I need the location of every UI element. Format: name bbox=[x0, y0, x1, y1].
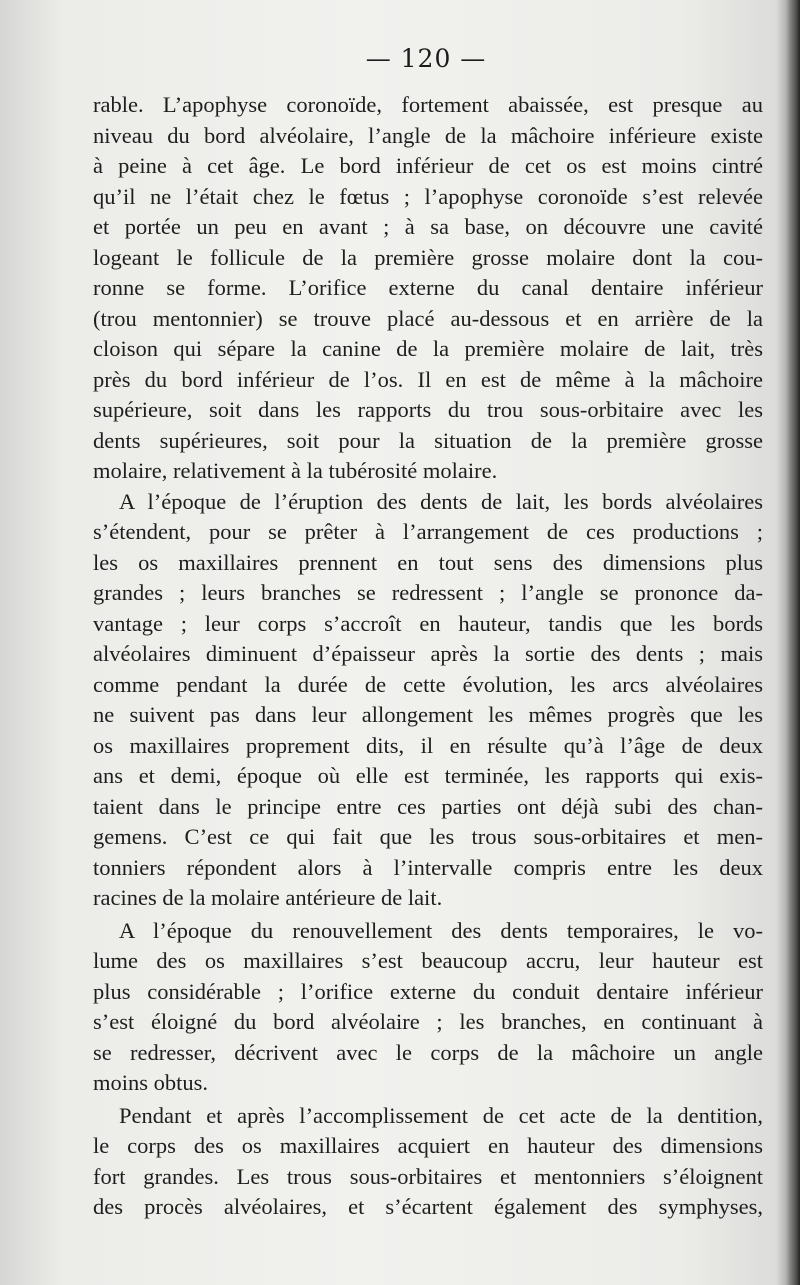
text-line: des procès alvéolaires, et s’écartent également des symphyses, bbox=[93, 1194, 763, 1219]
text-line: moins obtus. bbox=[93, 1070, 209, 1095]
text-line: lume des os maxillaires s’est beaucoup accru, leur hauteur est bbox=[93, 948, 763, 973]
text-line: à peine à cet âge. Le bord inférieur de cet os est moins cintré bbox=[93, 153, 763, 178]
text-line: tonniers répondent alors à l’intervalle compris entre les deux bbox=[93, 854, 763, 880]
text-line: près du bord inférieur de l’os. Il en est de même à la mâchoire bbox=[93, 366, 763, 392]
text-line: s’est éloigné du bord alvéolaire ; les branches, en continuant à bbox=[93, 1009, 763, 1034]
text-line: Pendant et après l’accomplissement de cet acte de la dentition, bbox=[119, 1102, 763, 1128]
text-line: (trou mentonnier) se trouve placé au-dessous et en arrière de la bbox=[93, 305, 763, 331]
text-line: et portée un peu en avant ; à sa base, on découvre une cavité bbox=[93, 214, 763, 239]
text-line: qu’il ne l’était chez le fœtus ; l’apophyse coronoïde s’est relevée bbox=[93, 183, 763, 209]
text-line: rable. L’apophyse coronoïde, fortement abaissée, est presque au bbox=[93, 92, 763, 117]
text-line: le corps des os maxillaires acquiert en hauteur des dimensions bbox=[93, 1133, 763, 1158]
text-line: os maxillaires proprement dits, il en résulte qu’à l’âge de deux bbox=[93, 732, 763, 758]
text-line: molaire, relativement à la tubérosité molaire. bbox=[93, 458, 498, 483]
text-line: ans et demi, époque où elle est terminée, les rapports qui exis- bbox=[93, 763, 763, 788]
body-text bbox=[93, 90, 763, 1223]
text-line: alvéolaires diminuent d’épaisseur après la sortie des dents ; mais bbox=[93, 641, 763, 666]
text-line: comme pendant la durée de cette évolution, les arcs alvéolaires bbox=[93, 671, 763, 697]
text-line: s’étendent, pour se prêter à l’arrangement de ces productions ; bbox=[93, 519, 763, 544]
page-edge-shadow bbox=[786, 0, 800, 1285]
text-line: niveau du bord alvéolaire, l’angle de la mâchoire inférieure existe bbox=[93, 122, 763, 148]
page-number: — 120 — bbox=[365, 44, 487, 73]
text-line: logeant le follicule de la première grosse molaire dont la cou- bbox=[93, 244, 763, 270]
text-line: supérieure, soit dans les rapports du trou sous-orbitaire avec les bbox=[93, 397, 763, 422]
text-line: gemens. C’est ce qui fait que les trous sous-orbitaires et men- bbox=[93, 824, 763, 849]
text-line: vantage ; leur corps s’accroît en hauteur, tandis que les bords bbox=[93, 610, 763, 636]
text-line: cloison qui sépare la canine de la première molaire de lait, très bbox=[93, 336, 763, 361]
text-line: A l’époque de l’éruption des dents de lait, les bords alvéolaires bbox=[119, 488, 763, 514]
text-line: grandes ; leurs branches se redressent ; l’angle se prononce da- bbox=[93, 580, 763, 605]
text-line: dents supérieures, soit pour la situation de la première grosse bbox=[93, 427, 763, 453]
text-line: ne suivent pas dans leur allongement les mêmes progrès que les bbox=[93, 702, 763, 727]
text-line: les os maxillaires prennent en tout sens des dimensions plus bbox=[93, 549, 763, 575]
text-line: A l’époque du renouvellement des dents temporaires, le vo- bbox=[119, 917, 763, 943]
text-line: racines de la molaire antérieure de lait. bbox=[93, 885, 443, 910]
text-line: taient dans le principe entre ces parties ont déjà subi des chan- bbox=[93, 793, 763, 819]
text-line: plus considérable ; l’orifice externe du conduit dentaire inférieur bbox=[93, 978, 763, 1004]
text-line: se redresser, décrivent avec le corps de la mâchoire un angle bbox=[93, 1039, 763, 1065]
text-line: fort grandes. Les trous sous-orbitaires et mentonniers s’éloignent bbox=[93, 1163, 763, 1189]
text-line: ronne se forme. L’orifice externe du canal dentaire inférieur bbox=[93, 275, 763, 300]
